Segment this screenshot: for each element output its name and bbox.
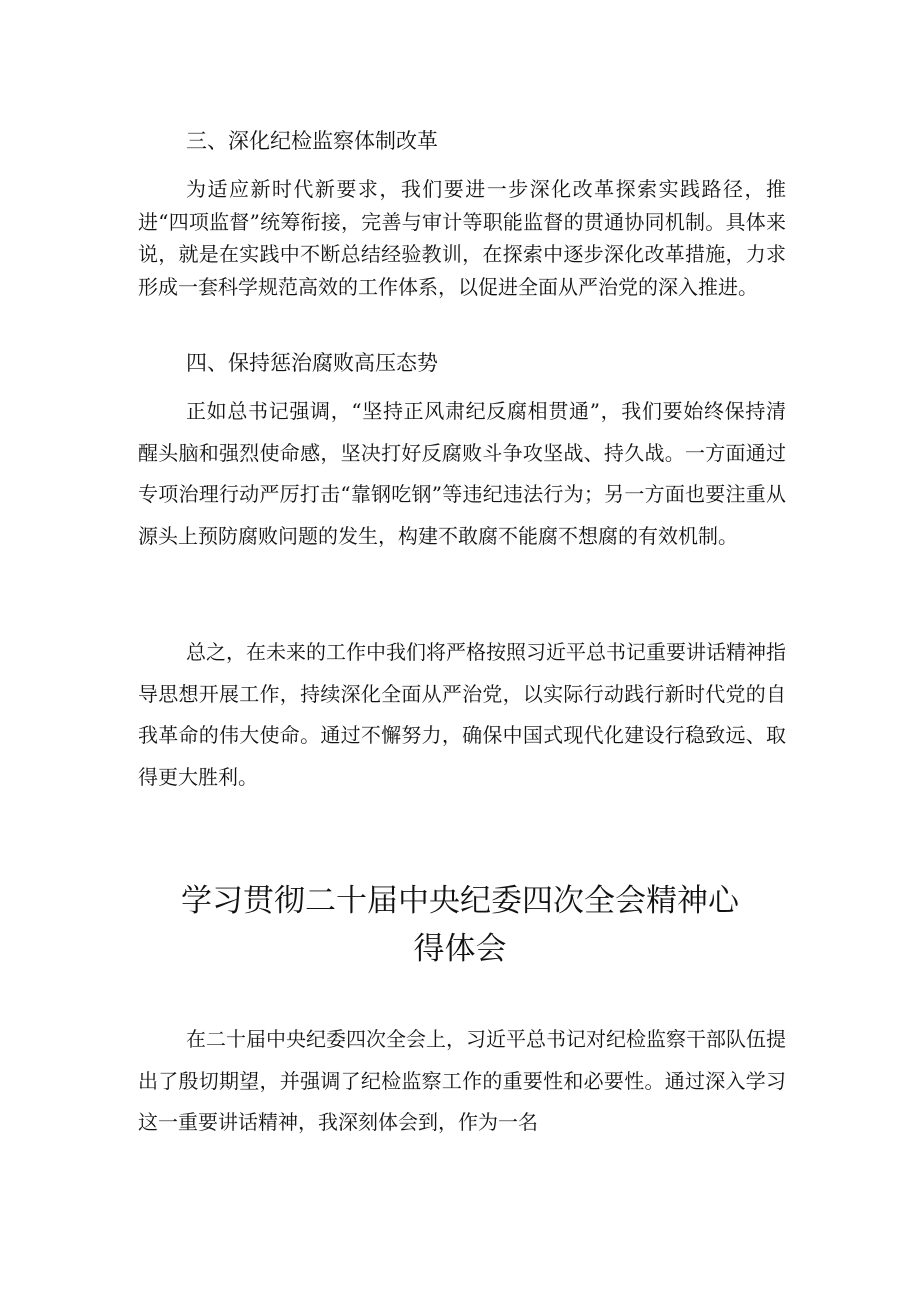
section-heading-anticorruption: 四、保持惩治腐败高压态势 (186, 351, 438, 375)
article-title-line-1: 学习贯彻二十届中央纪委四次全会精神心 (181, 883, 739, 919)
paragraph-reform: 为适应新时代新要求，我们要进一步深化改革探索实践路径，推进“四项监督”统筹衔接，完善与审计等职能监督的贯通协同机制。具体来说，就是在实践中不断总结经验教训，在探索中逐步深化改革措施，力求形成一套科学规范高效的工作体系，以促进全面从严治党的深入推进。 (138, 177, 786, 299)
paragraph-anticorruption: 正如总书记强调，“坚持正风肃纪反腐相贯通”，我们要始终保持清醒头脑和强烈使命感，坚决打好反腐败斗争攻坚战、持久战。一方面通过专项治理行动严厉打击“靠钢吃钢”等违纪违法行为；另一方面也要注重从源头上预防腐败问题的发生，构建不敢腐不能腐不想腐的有效机制。 (138, 399, 786, 548)
section-heading-reform: 三、深化纪检监察体制改革 (186, 129, 438, 153)
article-intro-paragraph: 在二十届中央纪委四次全会上，习近平总书记对纪检监察干部队伍提出了殷切期望，并强调了纪检监察工作的重要性和必要性。通过深入学习这一重要讲话精神，我深刻体会到，作为一名 (138, 1027, 786, 1135)
article-title-line-2: 得体会 (413, 931, 507, 967)
paragraph-conclusion: 总之，在未来的工作中我们将严格按照习近平总书记重要讲话精神指导思想开展工作，持续深化全面从严治党，以实际行动践行新时代党的自我革命的伟大使命。通过不懈努力，确保中国式现代化建设行稳致远、取得更大胜利。 (138, 640, 786, 789)
